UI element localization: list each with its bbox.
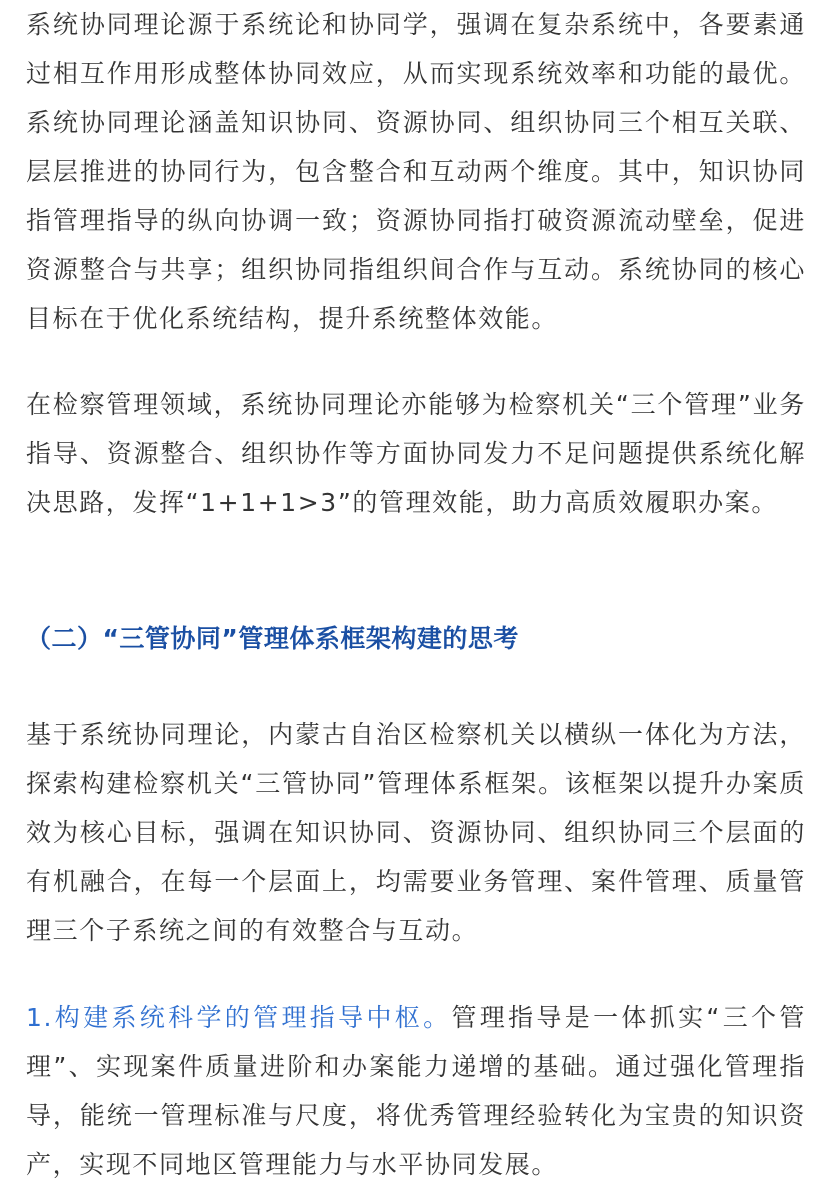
paragraph-lead: 1.构建系统科学的管理指导中枢。 — [26, 1003, 452, 1032]
paragraph-system-synergy-theory: 系统协同理论源于系统论和协同学，强调在复杂系统中，各要素通过相互作用形成整体协同效应，从而实现系统效率和功能的最优。系统协同理论涵盖知识协同、资源协同、组织协同三个相互关联、层层推进的协同行为，包含整合和互动两个维度。其中，知识协同指管理指导的纵向协调一致；资源协同指打破资源流动壁垒，促进资源整合与共享；组织协同指组织间合作与互动。系统协同的核心目标在于优化系统结构，提升系统整体效能。 — [26, 10, 806, 333]
paragraph-framework: 基于系统协同理论，内蒙古自治区检察机关以横纵一体化为方法，探索构建检察机关“三管协同”管理体系框架。该框架以提升办案质效为核心目标，强调在知识协同、资源协同、组织协同三个层面的有机融合，在每一个层面上，均需要业务管理、案件管理、质量管理三个子系统之间的有效整合与互动。 — [26, 720, 806, 945]
paragraph-procuratorial-management: 在检察管理领域，系统协同理论亦能够为检察机关“三个管理”业务指导、资源整合、组织协作等方面协同发力不足问题提供系统化解决思路，发挥“1+1+1>3”的管理效能，助力高质效履职办案。 — [26, 390, 806, 517]
paragraph-management-guidance — [26, 993, 806, 1189]
paragraph-body: 管理指导是一体抓实“三个管理”、实现案件质量进阶和办案能力递增的基础。通过强化管理指导，能统一管理标准与尺度，将优秀管理经验转化为宝贵的知识资产，实现不同地区管理能力与水平协同发展。 — [26, 1003, 806, 1179]
section-heading: （二）“三管协同”管理体系框架构建的思考 — [26, 624, 519, 653]
